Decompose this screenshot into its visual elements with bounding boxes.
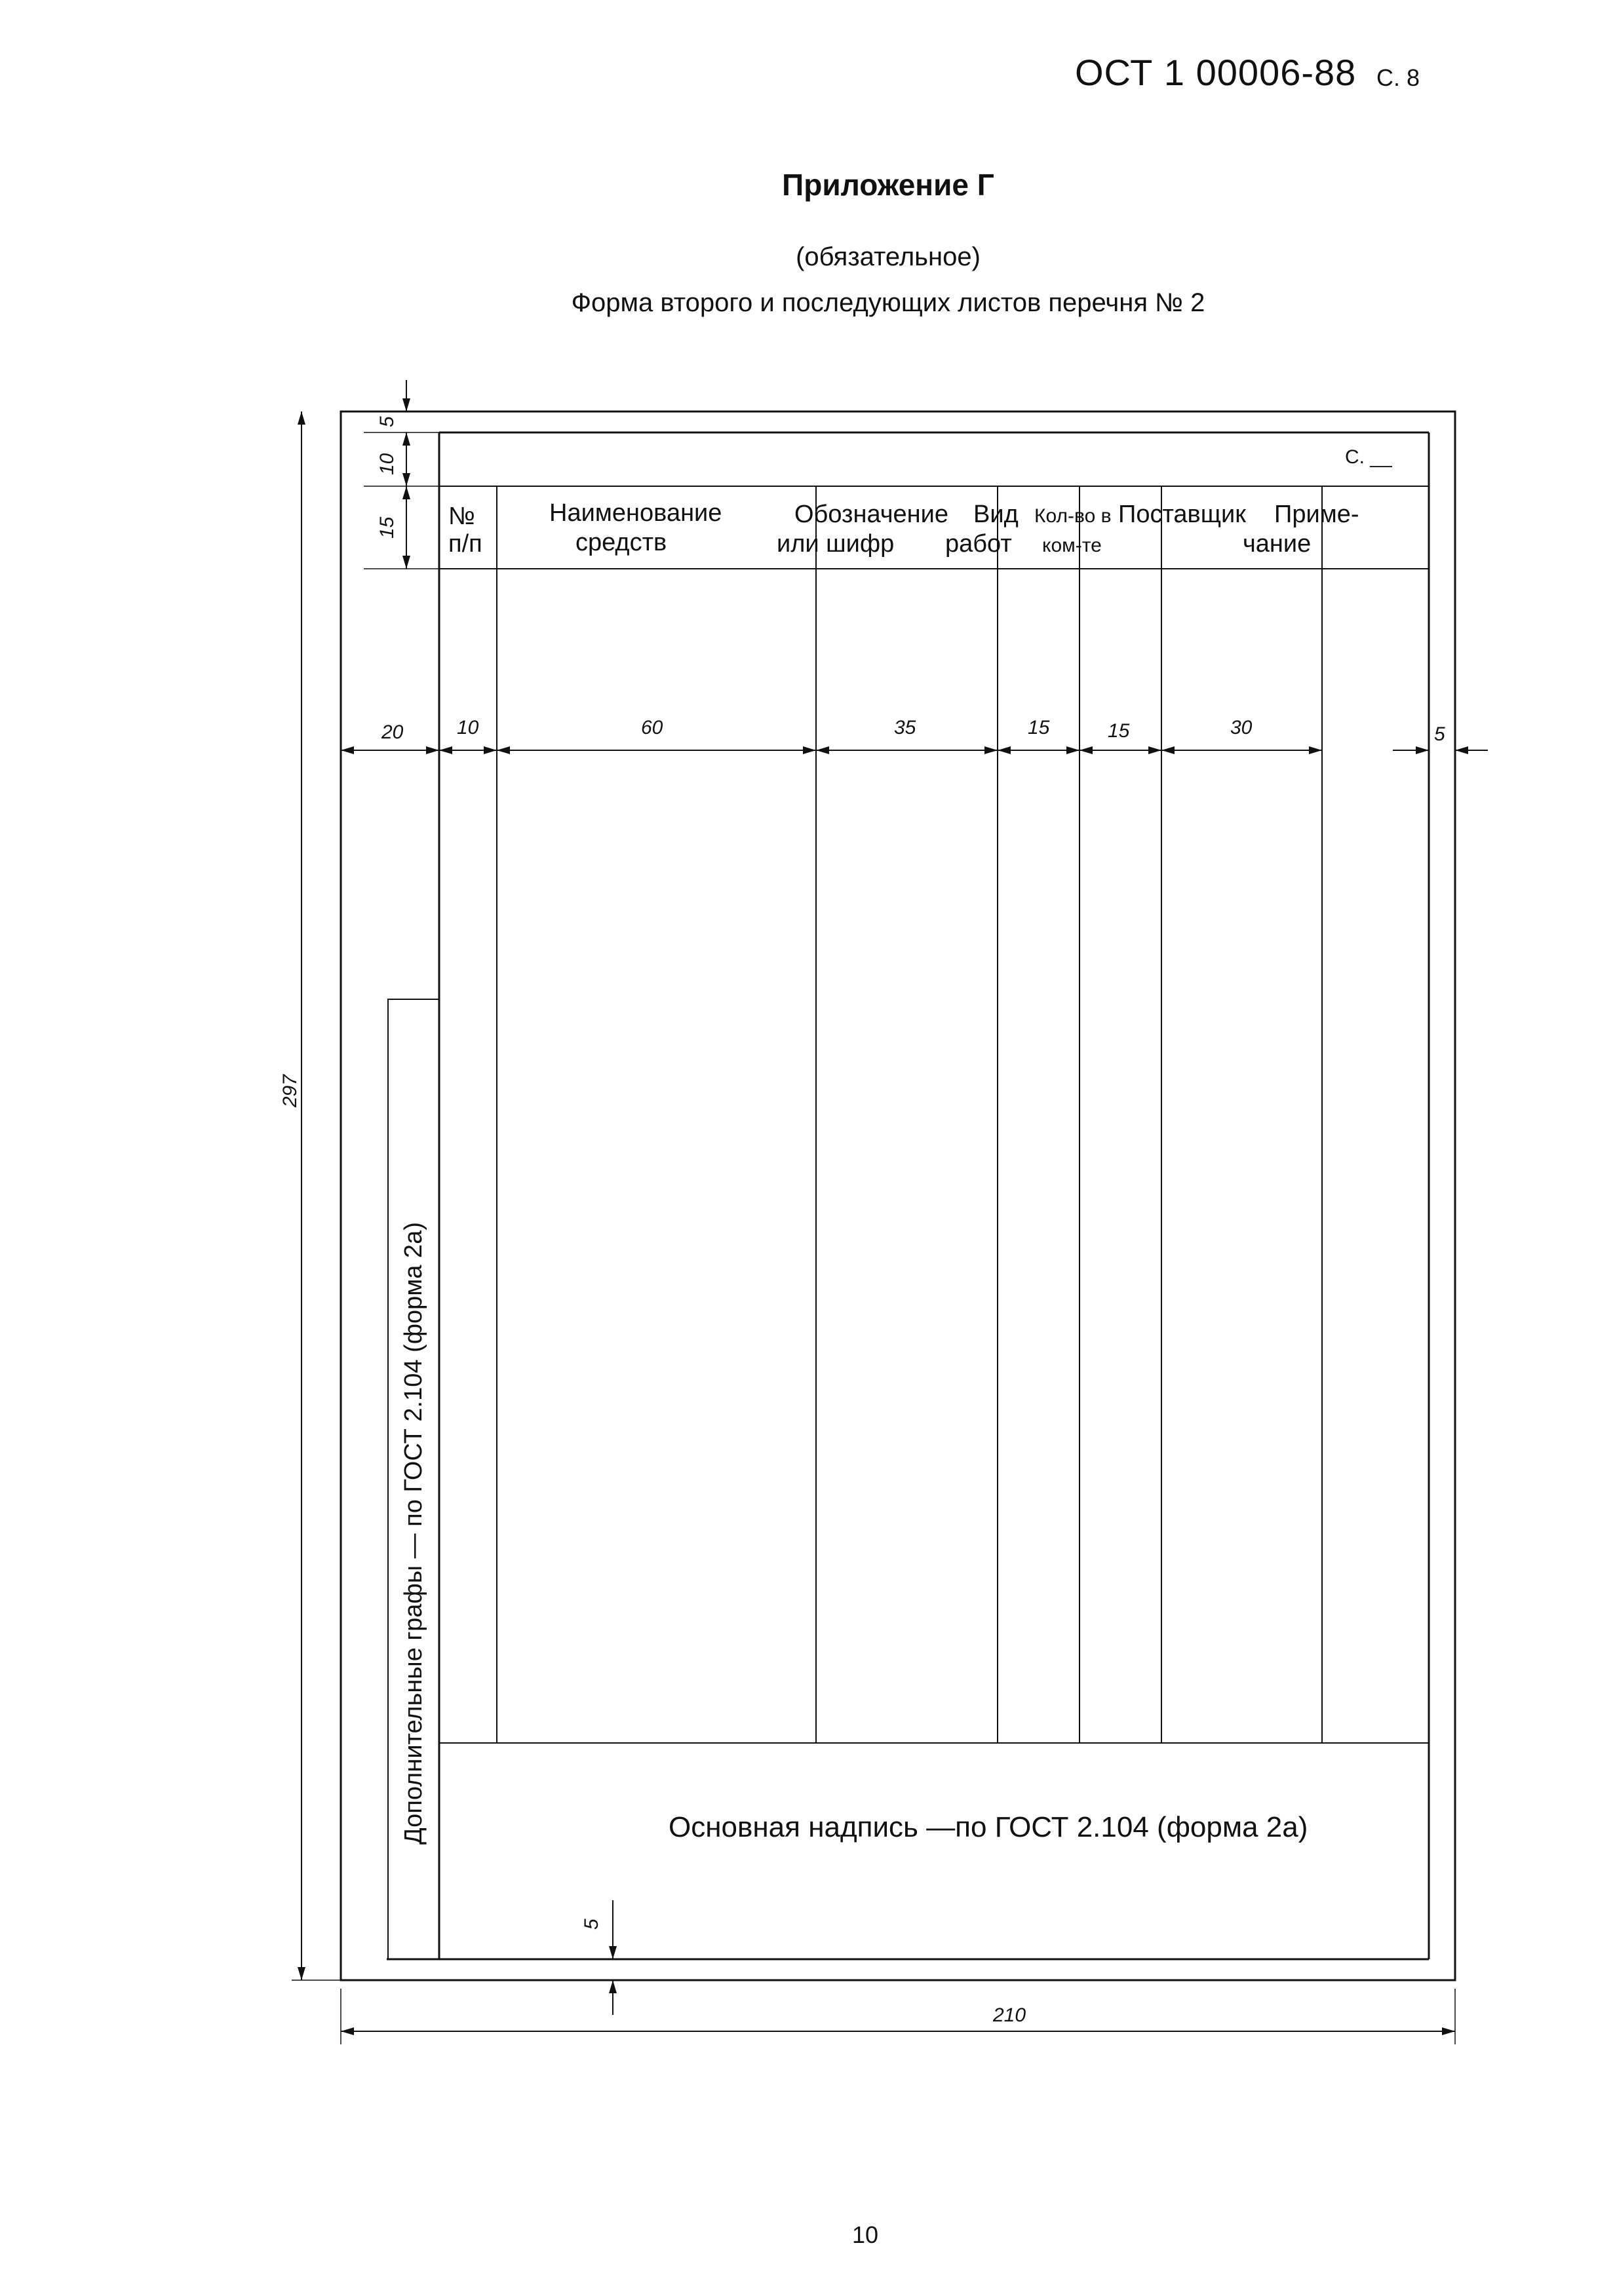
dim-col-worktype-width: 15 bbox=[1028, 717, 1050, 738]
col-header-code-line1: Обозначение bbox=[794, 501, 949, 528]
sheet-outline bbox=[341, 411, 1455, 1980]
page-number: 10 bbox=[851, 2221, 879, 2248]
header-height-dimensions bbox=[364, 380, 439, 569]
col-header-name-line1: Наименование bbox=[549, 499, 722, 527]
side-block-label: Дополнительные графы — по ГОСТ 2.104 (форма 2а) bbox=[400, 1222, 427, 1845]
dim-top-margin: 5 bbox=[376, 416, 398, 427]
dim-col-qty-width: 15 bbox=[1108, 720, 1130, 742]
form-title: Форма второго и последующих листов перечня № 2 bbox=[571, 288, 1205, 317]
dim-left-margin: 20 bbox=[381, 721, 404, 743]
dim-bottom-margin: 5 bbox=[581, 1919, 602, 1930]
title-block-label: Основная надпись —по ГОСТ 2.104 (форма 2а) bbox=[669, 1811, 1308, 1843]
col-header-supplier-line1: Поставщик bbox=[1118, 501, 1246, 528]
dim-header-row2: 15 bbox=[376, 516, 398, 539]
col-header-qty-line1: Кол-во в bbox=[1034, 505, 1112, 527]
col-header-name-line2: средств bbox=[575, 529, 667, 556]
dim-total-width: 210 bbox=[993, 2004, 1026, 2026]
col-header-num-line1: № bbox=[448, 503, 475, 530]
col-header-num-line2: п/п bbox=[448, 530, 482, 558]
dim-col-num-width: 10 bbox=[457, 717, 479, 738]
dim-col-code-width: 35 bbox=[894, 717, 916, 738]
dim-header-row1: 10 bbox=[376, 453, 398, 475]
page-label: С. 8 bbox=[1376, 64, 1420, 91]
column-dividers bbox=[497, 486, 1322, 1743]
inner-frame bbox=[387, 432, 1429, 1959]
col-header-code-line2: или шифр bbox=[777, 530, 895, 558]
col-header-worktype-line1: Вид bbox=[973, 501, 1019, 528]
sheet-number-label: С. __ bbox=[1345, 446, 1392, 468]
dim-col-name-width: 60 bbox=[641, 717, 663, 738]
col-header-note-line2: чание bbox=[1243, 530, 1312, 558]
appendix-title: Приложение Г bbox=[782, 168, 994, 202]
col-header-worktype-line2: работ bbox=[945, 530, 1012, 558]
dim-right-margin: 5 bbox=[1434, 723, 1445, 745]
column-headers bbox=[448, 499, 1359, 558]
col-header-qty-line2: ком-те bbox=[1042, 535, 1102, 556]
appendix-subtitle: (обязательное) bbox=[796, 242, 981, 271]
dim-total-height: 297 bbox=[279, 1074, 301, 1107]
col-header-note-line1: Приме- bbox=[1274, 501, 1359, 528]
dim-col-supplier-width: 30 bbox=[1230, 717, 1253, 738]
document-code: ОСТ 1 00006-88 bbox=[1075, 52, 1357, 93]
